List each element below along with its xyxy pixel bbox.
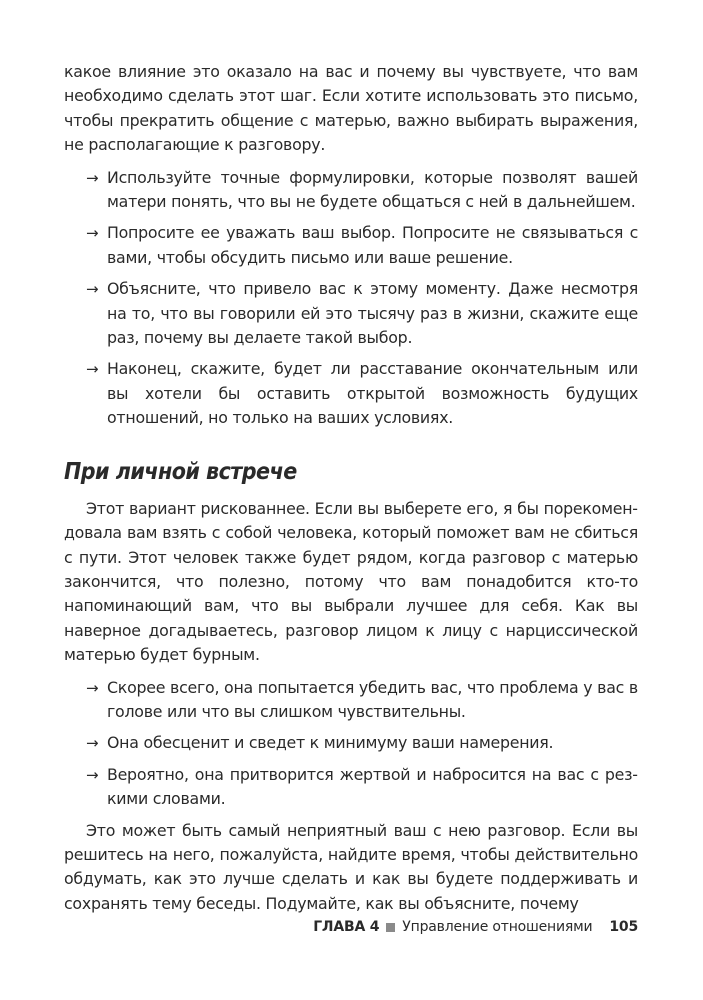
arrow-icon: → xyxy=(86,168,99,187)
intro-paragraph: какое влияние это оказало на вас и почему вы чувствуете, что вам необходимо сделать этот шаг. Если хотите использовать это письмо, чтобы прекратить общение с матерью, важно выбирать выражения, не располагающие к разговору. xyxy=(64,62,638,155)
arrow-icon: → xyxy=(86,765,99,784)
list-item xyxy=(64,221,638,270)
page-number: 105 xyxy=(609,919,638,935)
page-content xyxy=(64,60,638,916)
list-item-text: Объясните, что привело вас к этому моменту. Даже несмотря на то, что вы говорили ей это тысячу раз в жизни, скажите еще раз, почему вы делаете такой выбор. xyxy=(107,279,638,348)
chapter-label: ГЛАВА 4 xyxy=(313,919,380,935)
section-heading: При личной встрече xyxy=(64,458,297,485)
list-item-text: Наконец, скажите, будет ли расставание окончательным или вы хотели бы оставить открытой возможность будущих отношений, но только на ваших условиях. xyxy=(107,359,638,428)
arrow-icon: → xyxy=(86,224,99,243)
list-item-text: Скорее всего, она попытается убедить вас, что проблема у вас в голове или что вы слишком чувствительны. xyxy=(107,677,638,721)
meeting-bullet-list xyxy=(64,676,638,812)
list-item-text: Используйте точные формулировки, которые позволят вашей матери понять, что вы не будете общаться с ней в дальнейшем. xyxy=(107,167,638,212)
square-separator-icon xyxy=(386,923,395,932)
closing-paragraph: Это может быть самый неприятный ваш с нею разговор. Если вы решитесь на него, пожалуйста, найдите время, чтобы действительно обдумать, как это лучше сделать и как вы будете поддерживать и сохранять тему беседы. Подумайте, как вы объясните, почему xyxy=(64,820,638,913)
chapter-title: Управление отношениями xyxy=(402,919,593,935)
letter-bullet-list xyxy=(64,166,638,431)
arrow-icon: → xyxy=(86,280,99,299)
list-item xyxy=(64,277,638,350)
arrow-icon: → xyxy=(86,360,99,379)
list-item xyxy=(64,676,638,725)
list-item xyxy=(64,166,638,215)
list-item xyxy=(64,731,638,755)
list-item xyxy=(64,763,638,812)
arrow-icon: → xyxy=(86,734,99,753)
meeting-paragraph: Этот вариант рискованнее. Если вы выберете его, я бы порекомендовала вам взять с собой человека, который поможет вам не сбиться с пути. Этот человек также будет рядом, когда разговор с матерью закончится, что полезно, потому что вам понадобится кто-то напоминающий вам, что вы выбрали лучшее для себя. Как вы наверное догадываетесь, разговор лицом к лицу с нарциссической матерью будет бурным. xyxy=(64,498,638,665)
page-footer xyxy=(313,918,638,936)
list-item-text: Она обесценит и сведет к минимуму ваши намерения. xyxy=(107,733,554,753)
arrow-icon: → xyxy=(86,678,99,697)
list-item-text: Попросите ее уважать ваш выбор. Попросите не связываться с вами, чтобы обсудить письмо или ваше решение. xyxy=(107,223,638,267)
list-item-text: Вероятно, она притворится жертвой и набросится на вас с резкими словами. xyxy=(107,764,638,809)
list-item xyxy=(64,357,638,430)
